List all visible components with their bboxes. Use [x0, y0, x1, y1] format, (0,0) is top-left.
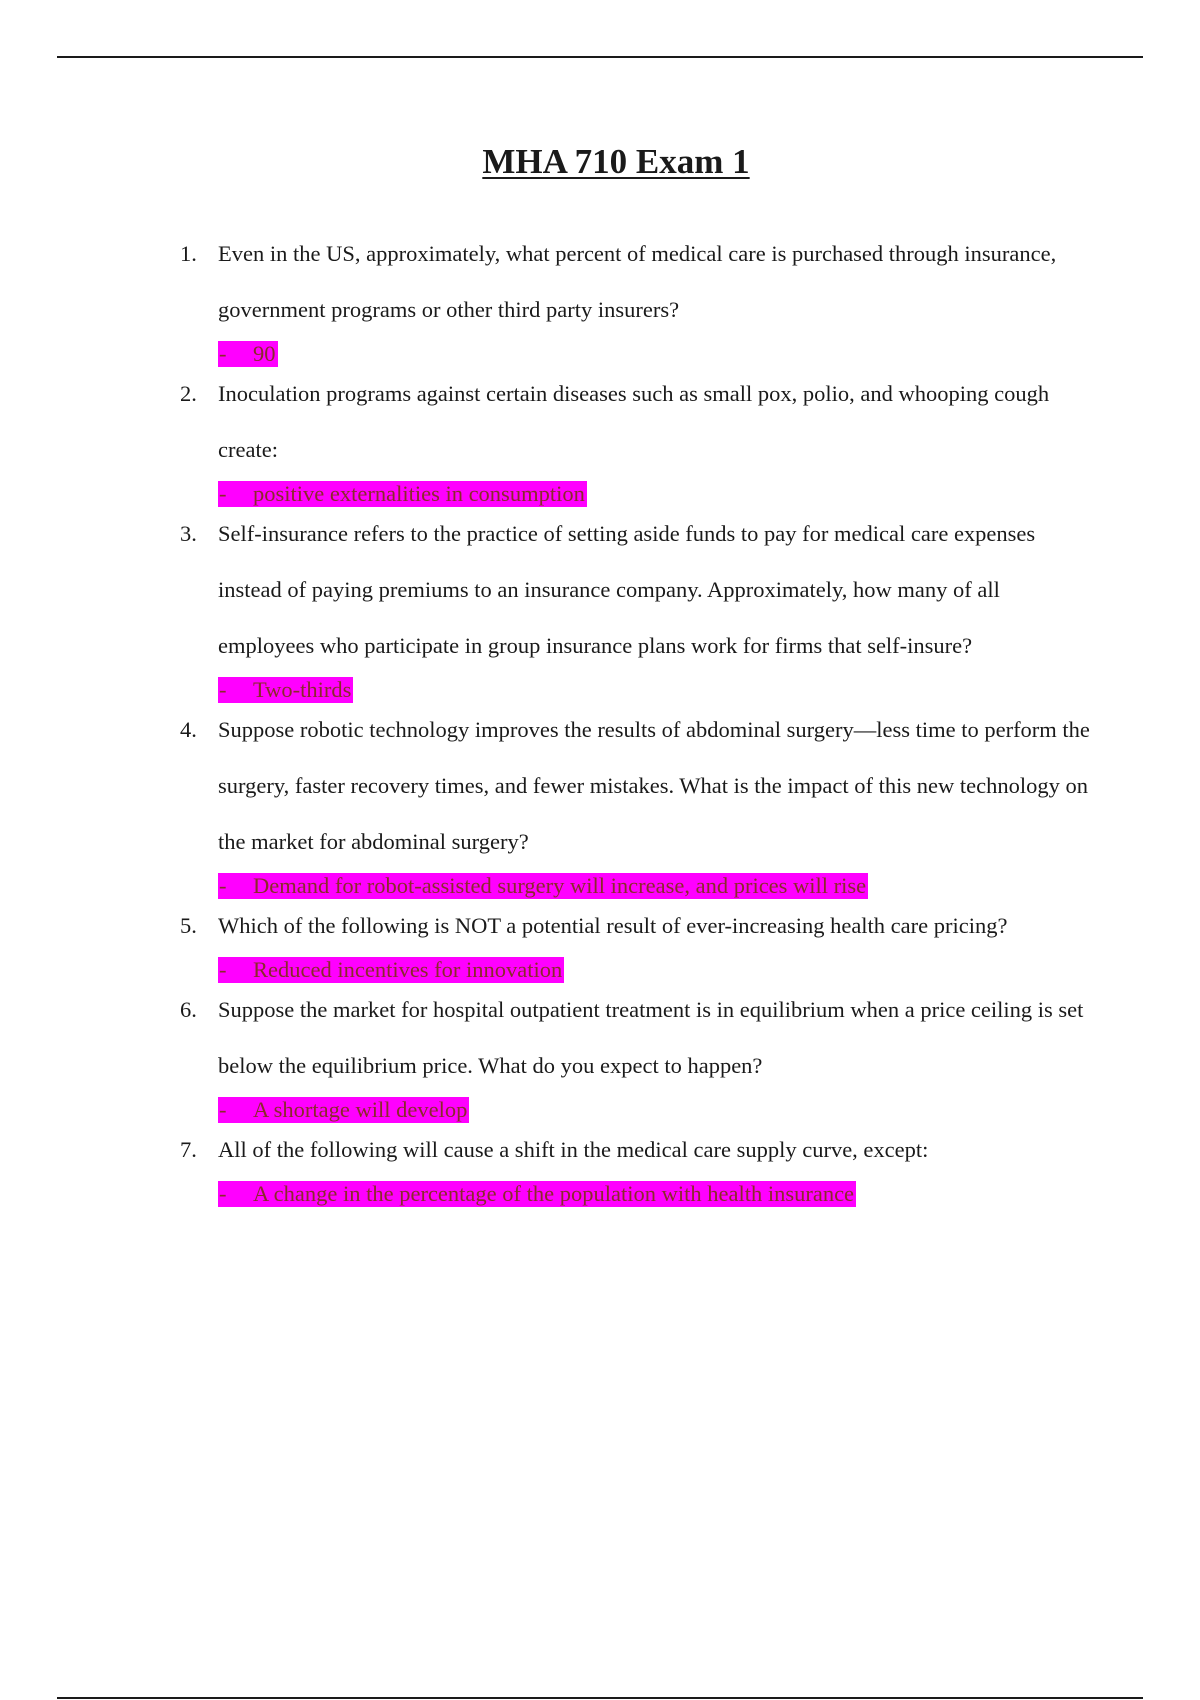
- answer-text: positive externalities in consumption: [253, 480, 585, 506]
- answer-text: Reduced incentives for innovation: [253, 956, 563, 982]
- question-text: Inoculation programs against certain diseases such as small pox, polio, and whooping cough create:: [218, 381, 1050, 462]
- question-text: Suppose robotic technology improves the results of abdominal surgery—less time to perform the surgery, faster recovery times, and fewer mistakes. What is the impact of this new technology on the market for abdominal surgery?: [218, 717, 1090, 854]
- answer-dash: -: [219, 340, 227, 366]
- question-number: 1.: [180, 241, 197, 266]
- answer-text: A change in the percentage of the population with health insurance: [253, 1180, 855, 1206]
- answer-dash: -: [219, 676, 227, 702]
- answer-highlight: [218, 481, 587, 507]
- answer-highlight: [218, 1097, 469, 1123]
- question-6: [0, 982, 1098, 1136]
- page-title: MHA 710 Exam 1: [482, 142, 750, 181]
- question-number: 2.: [180, 381, 197, 406]
- answer-highlight: [218, 957, 564, 983]
- question-text: All of the following will cause a shift in the medical care supply curve, except:: [218, 1137, 929, 1162]
- top-rule: [57, 56, 1143, 58]
- question-number: 7.: [180, 1137, 197, 1162]
- answer-highlight: [218, 341, 278, 367]
- question-list: [0, 240, 1200, 1220]
- answer-dash: -: [219, 872, 227, 898]
- answer-highlight: [218, 1181, 856, 1207]
- answer-highlight: [218, 873, 868, 899]
- question-number: 3.: [180, 521, 197, 546]
- answer-dash: -: [219, 1180, 227, 1206]
- question-text: Self-insurance refers to the practice of setting aside funds to pay for medical care expenses instead of paying premiums to an insurance company. Approximately, how many of all employees who participate in group insurance plans work for firms that self-insure?: [218, 521, 1036, 658]
- question-7: [0, 1122, 1098, 1220]
- answer-text: 90: [253, 340, 276, 366]
- answer-text: A shortage will develop: [253, 1096, 468, 1122]
- answer-dash: -: [219, 480, 227, 506]
- answer-highlight: [218, 677, 353, 703]
- answer-dash: -: [219, 1096, 227, 1122]
- answer-text: Demand for robot-assisted surgery will increase, and prices will rise: [253, 872, 867, 898]
- answer-text: Two-thirds: [253, 676, 352, 702]
- answer-dash: -: [219, 956, 227, 982]
- bottom-rule: [57, 1697, 1143, 1699]
- question-number: 5.: [180, 913, 197, 938]
- question-2: [0, 366, 1098, 520]
- question-4: [0, 702, 1098, 912]
- question-1: [0, 226, 1098, 380]
- question-text: Which of the following is NOT a potential result of ever-increasing health care pricing?: [218, 913, 1008, 938]
- question-text: Suppose the market for hospital outpatient treatment is in equilibrium when a price ceiling is set below the equilibrium price. What do you expect to happen?: [218, 997, 1084, 1078]
- question-number: 6.: [180, 997, 197, 1022]
- question-text: Even in the US, approximately, what percent of medical care is purchased through insurance, government programs or other third party insurers?: [218, 241, 1057, 322]
- answer-row: [218, 1164, 1098, 1220]
- question-number: 4.: [180, 717, 197, 742]
- question-3: [0, 506, 1098, 716]
